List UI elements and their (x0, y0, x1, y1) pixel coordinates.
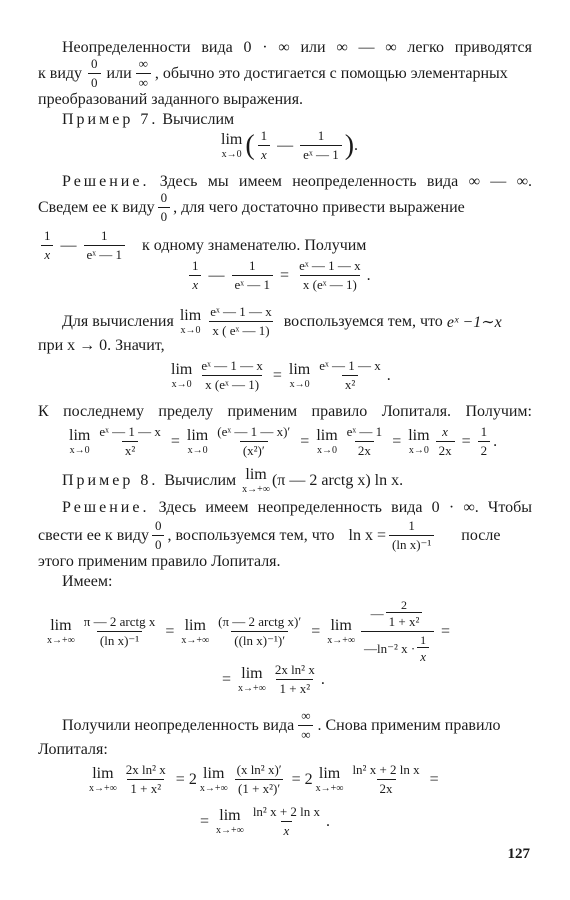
text-line: преобразований заданного выражения. (38, 91, 304, 108)
formula-example-8-chain: lim x→+∞ π — 2 arctg x (ln x)⁻¹ = lim x→+∞ (π — 2 arctg x)′ ((ln x)⁻¹)′ = lim x→+∞ — 2 1 + x² —ln⁻² x · 1 x = (47, 598, 451, 664)
solution-2-line: Решение. Здесь имеем неопределенность вида 0 · ∞. Чтобы (62, 499, 532, 516)
formula-example-8-result: = lim x→+∞ 2x ln² x 1 + x² . (222, 662, 325, 696)
fraction-inf-inf: ∞ ∞ (136, 56, 151, 91)
text-line: к виду 0 0 или ∞ ∞ , обычно это достигается с помощью элементарных (38, 56, 508, 90)
text-line: Неопределенности вида 0 · ∞ или ∞ — ∞ легко приводятся (62, 39, 532, 56)
text-line: при x → 0. Значит, (38, 337, 165, 354)
text-line: Для вычисления lim x→0 eˣ — 1 — x x ( eˣ — 1) воспользуемся тем, что eˣ −1∼x (62, 304, 502, 338)
text-line: К последнему пределу применим правило Лопиталя. Получим: (38, 403, 532, 420)
text-line: Сведем ее к виду 0 0 , для чего достаточно привести выражение (38, 190, 465, 224)
text-line: свести ее к виду 0 0 , воспользуемся тем, что ln x = $\frac{1}{\text{(ln x)⁻¹}}$ после (38, 518, 501, 552)
formula-lopital-chain: lim x→0 $\frac{\text{eˣ — 1 — x}}{\text{x²}}$ = lim x→0 $\frac{\text{(eˣ — 1 — x)′}}{\text{(x²)′}}$ = lim x→0 $\frac{\text{eˣ — 1}}{2x}$ = lim x→0 $\frac{x}{2x}$ = $\frac{1}{2}$ . (69, 424, 498, 458)
text-line: этого применим правило Лопиталя. (38, 553, 281, 570)
text-line: Получили неопределенность вида ∞ ∞ . Снова применим правило (62, 708, 501, 742)
fraction-0-0: 0 0 (88, 56, 101, 91)
text-line: Имеем: (62, 573, 113, 590)
formula-example-7: lim x→0 ( 1 x — 1 eˣ — 1 ) . (221, 128, 359, 162)
formula-limit-equality: lim x→0 $\frac{\text{eˣ — 1 — x}}{\text{x (eˣ — 1)}}$ = lim x→0 eˣ — 1 — x x² . (171, 358, 391, 392)
formula-lopital-2: lim x→+∞ $\frac{\text{2x ln² x}}{\text{1 + x²}}$ = 2 lim x→+∞ $\frac{\text{(x ln² x)′}}{\text{(1 + x²)′}}$ = 2 lim x→+∞ $\frac{\text{ln² x + 2 ln x}}{2x}$ = (89, 762, 439, 796)
formula-common-denominator: 1 x — $\frac{1}{\text{eˣ — 1}}$ = $\frac{\text{eˣ — 1 — x}}{\text{x (eˣ — 1)}}$ . (186, 258, 371, 293)
example-8-heading: Пример 8. Вычислим lim x→+∞ (π — 2 arctg x) ln x. (62, 466, 404, 495)
text-line: 1 x — 1 eˣ — 1 к одному знаменателю. Получим (38, 228, 366, 263)
solution-1-line: Решение. Здесь мы имеем неопределенность вида ∞ — ∞. (62, 173, 533, 190)
text-line: Лопиталя: (38, 741, 108, 758)
example-7-heading: Пример 7. Вычислим (62, 111, 235, 128)
formula-lopital-2-result: = lim x→+∞ ln² x + 2 ln x x . (200, 804, 331, 838)
page-number: 127 (507, 846, 530, 862)
